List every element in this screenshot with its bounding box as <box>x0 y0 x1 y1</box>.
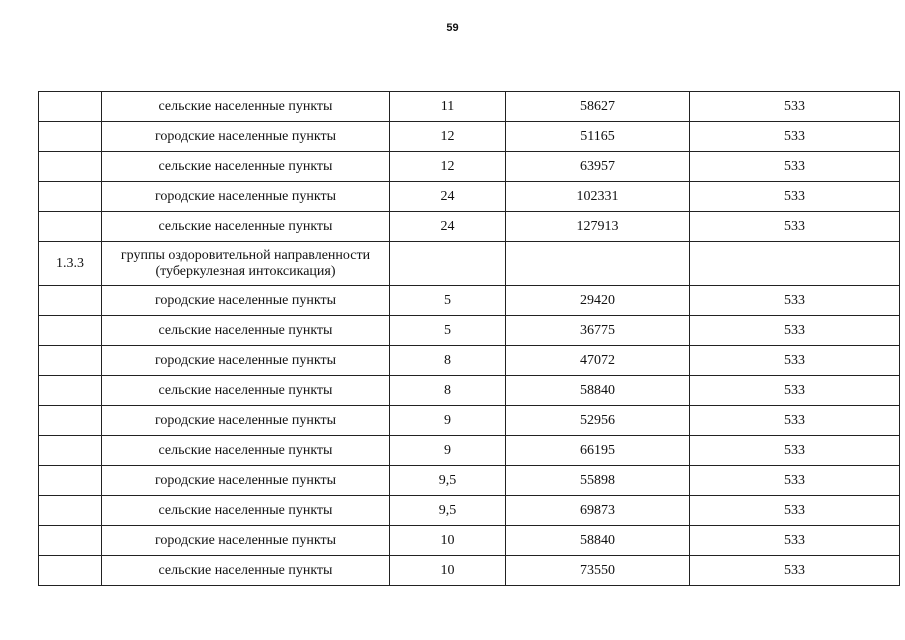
settlement-type-cell: городские населенные пункты <box>102 526 390 556</box>
code-cell: 533 <box>690 406 900 436</box>
amount-cell: 127913 <box>506 212 690 242</box>
coefficient-cell: 10 <box>390 526 506 556</box>
page-number: 59 <box>446 22 459 34</box>
row-number-cell <box>39 286 102 316</box>
coefficient-cell: 8 <box>390 376 506 406</box>
coefficient-cell: 24 <box>390 182 506 212</box>
settlement-type-cell: городские населенные пункты <box>102 286 390 316</box>
code-cell: 533 <box>690 346 900 376</box>
coefficient-cell: 9 <box>390 436 506 466</box>
code-cell: 533 <box>690 526 900 556</box>
amount-cell: 58627 <box>506 92 690 122</box>
table-row <box>39 436 900 466</box>
code-cell: 533 <box>690 122 900 152</box>
table-row <box>39 466 900 496</box>
code-cell: 533 <box>690 496 900 526</box>
row-number-cell <box>39 346 102 376</box>
section-number-cell: 1.3.3 <box>39 242 102 286</box>
table-row <box>39 346 900 376</box>
settlement-type-cell: сельские населенные пункты <box>102 212 390 242</box>
code-cell: 533 <box>690 316 900 346</box>
code-cell <box>690 242 900 286</box>
table-row <box>39 406 900 436</box>
row-number-cell <box>39 436 102 466</box>
row-number-cell <box>39 466 102 496</box>
coefficient-cell: 9,5 <box>390 496 506 526</box>
coefficient-cell: 12 <box>390 152 506 182</box>
coefficient-cell <box>390 242 506 286</box>
amount-cell: 69873 <box>506 496 690 526</box>
table-row <box>39 496 900 526</box>
code-cell: 533 <box>690 556 900 586</box>
coefficient-cell: 12 <box>390 122 506 152</box>
table-row <box>39 152 900 182</box>
amount-cell: 52956 <box>506 406 690 436</box>
amount-cell: 73550 <box>506 556 690 586</box>
table-row <box>39 526 900 556</box>
table-row <box>39 92 900 122</box>
coefficient-cell: 24 <box>390 212 506 242</box>
settlement-type-cell: сельские населенные пункты <box>102 152 390 182</box>
settlement-type-cell: городские населенные пункты <box>102 466 390 496</box>
table-row <box>39 316 900 346</box>
amount-cell: 58840 <box>506 526 690 556</box>
coefficient-cell: 9 <box>390 406 506 436</box>
code-cell: 533 <box>690 376 900 406</box>
amount-cell: 66195 <box>506 436 690 466</box>
table-row <box>39 286 900 316</box>
settlement-type-cell: городские населенные пункты <box>102 122 390 152</box>
row-number-cell <box>39 406 102 436</box>
settlement-type-cell: городские населенные пункты <box>102 182 390 212</box>
code-cell: 533 <box>690 286 900 316</box>
settlement-type-cell: сельские населенные пункты <box>102 496 390 526</box>
code-cell: 533 <box>690 92 900 122</box>
code-cell: 533 <box>690 182 900 212</box>
row-number-cell <box>39 526 102 556</box>
coefficient-cell: 5 <box>390 316 506 346</box>
table-row <box>39 212 900 242</box>
row-number-cell <box>39 316 102 346</box>
amount-cell: 58840 <box>506 376 690 406</box>
amount-cell: 55898 <box>506 466 690 496</box>
table-row <box>39 182 900 212</box>
code-cell: 533 <box>690 152 900 182</box>
settlement-type-cell: сельские населенные пункты <box>102 316 390 346</box>
coefficient-cell: 8 <box>390 346 506 376</box>
amount-cell: 51165 <box>506 122 690 152</box>
row-number-cell <box>39 496 102 526</box>
row-number-cell <box>39 182 102 212</box>
code-cell: 533 <box>690 466 900 496</box>
section-title-cell: группы оздоровительной направленности (туберкулезная интоксикация) <box>102 242 390 286</box>
settlement-type-cell: сельские населенные пункты <box>102 92 390 122</box>
table-row <box>39 122 900 152</box>
amount-cell: 29420 <box>506 286 690 316</box>
amount-cell: 63957 <box>506 152 690 182</box>
row-number-cell <box>39 152 102 182</box>
tariff-table <box>38 91 900 586</box>
coefficient-cell: 11 <box>390 92 506 122</box>
section-header-row <box>39 242 900 286</box>
settlement-type-cell: городские населенные пункты <box>102 346 390 376</box>
row-number-cell <box>39 92 102 122</box>
amount-cell: 36775 <box>506 316 690 346</box>
amount-cell: 47072 <box>506 346 690 376</box>
coefficient-cell: 5 <box>390 286 506 316</box>
row-number-cell <box>39 556 102 586</box>
table-row <box>39 556 900 586</box>
code-cell: 533 <box>690 436 900 466</box>
code-cell: 533 <box>690 212 900 242</box>
coefficient-cell: 10 <box>390 556 506 586</box>
table-row <box>39 376 900 406</box>
row-number-cell <box>39 376 102 406</box>
settlement-type-cell: городские населенные пункты <box>102 406 390 436</box>
coefficient-cell: 9,5 <box>390 466 506 496</box>
settlement-type-cell: сельские населенные пункты <box>102 556 390 586</box>
amount-cell: 102331 <box>506 182 690 212</box>
amount-cell <box>506 242 690 286</box>
row-number-cell <box>39 122 102 152</box>
row-number-cell <box>39 212 102 242</box>
settlement-type-cell: сельские населенные пункты <box>102 376 390 406</box>
settlement-type-cell: сельские населенные пункты <box>102 436 390 466</box>
